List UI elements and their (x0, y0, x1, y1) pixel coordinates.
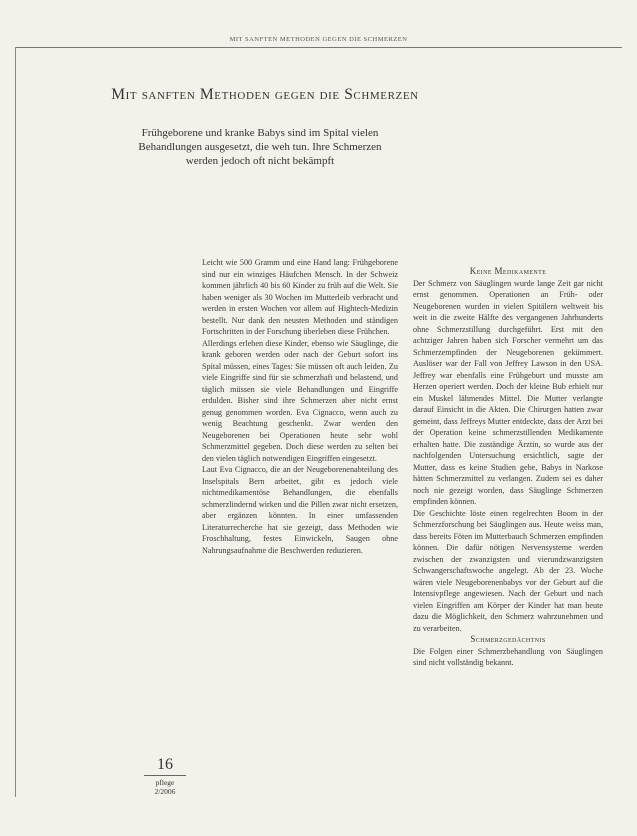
paragraph: Die Geschichte löste einen regelrechten Boom in der Schmerzforschung bei Säuglingen aus. Heute weiss man, dass bereits Föten im Mutterbauch Schmerzen empfinden können. Die dafür nötigen Nervensysteme werden zwischen der zwanzigsten und vierundzwanzigsten Schwangerschaftswoche angelegt. Ab der 23. Woche wären viele Neugeborenenbabys vor der Geburt auf die Intensivpflege angewiesen. Nach der Geburt und nach vielen Eingriffen am Körper der Kinder hat man heute dazu die Möglichkeit, den Schmerz wahrzunehmen und zu verarbeiten. (413, 508, 603, 633)
paragraph: Der Schmerz von Säuglingen wurde lange Zeit gar nicht ernst genommen. Operationen an Früh- oder Neugeborenen wurden in vielen Spitälern weltweit bis weit in die zweite Hälfte des vergangenen Jahrhunderts ohne Schmerzstillung durchgeführt. Erst mit den achtziger Jahren haben sich Forscher vermehrt um das Schmerzempfinden der Neugeborenen gekümmert. Auslöser war der Fall von Jeffrey Lawson in den USA. Jeffrey war ebenfalls eine Frühgeburt und musste am Herzen operiert werden. Doch der kleine Bub erhielt nur ein Muskel lähmendes Mittel. Die Mutter verlangte darauf Einsicht in die Akten. Die Chirurgen hatten zwar gemeint, dass Jeffreys Mutter entdeckte, dass der Arzt bei der Operation keine schmerzstillenden Medikamente erhalten hatte. Die zuständige Ärztin, so wurde aus der nachfolgenden Untersuchung ersichtlich, sagte der Mutter, dass es keine Studien gebe, Babys in Narkose hätten Schmerzmittel zu verlangen. Zudem sei es daher noch nie gezeigt worden, dass Säuglinge Schmerzen empfinden können. (413, 278, 603, 506)
paragraph: Leicht wie 500 Gramm und eine Hand lang: Frühgeborene sind nur ein winziges Häufchen Mensch. In der Schweiz kommen jährlich 40 bis 60 Kinder zu früh auf die Welt. Sie haben weniger als 30 Wochen im Mutterleib verbracht und werden in ersten Wochen vor allem auf Hightech-Medizin bestellt. Nur dank den neusten Methoden und ständigen Fortschritten in der Forschung überleben diese Frühchen. (202, 258, 398, 336)
footer-rule (144, 775, 186, 776)
magazine-name: pflege (155, 778, 175, 787)
paragraph: Allerdings erleben diese Kinder, ebenso wie Säuglinge, die krank geboren werden oder nach der Geburt sofort ins Spital müssen, eines Tages: Sie müssen oft auch leiden. Zu viele Eingriffe sind für sie schmerzhaft und belastend, und täglich müssen sie viele Behandlungen und Eingriffe erdulden. Bisher sind ihre Schmerzen aber nicht ernst genug genommen worden. Eva Cignacco, wenn auch zu wenig Beachtung geschenkt. Zwar werden den Neugeborenen bei Operationen heute sehr wohl Schmerzmittel gegeben. Doch diese werden zu selten bei den vielen täglich notwendigen Eingriffen eingesetzt. (202, 338, 398, 463)
page-footer (144, 757, 186, 796)
article-subtitle: Frühgeborene und kranke Babys sind im Spital vielen Behandlungen ausgesetzt, die weh tun. Ihre Schmerzen werden jedoch oft nicht bekämpft (138, 127, 382, 167)
left-column (202, 257, 398, 556)
issue-number: 2/2006 (154, 787, 176, 796)
header-rule (15, 47, 622, 48)
section-heading: Keine Medikamente (469, 266, 547, 276)
page-number: 16 (157, 756, 173, 773)
margin-rule (15, 47, 16, 797)
article-title: Mit sanften Methoden gegen die Schmerzen (111, 86, 419, 103)
right-column (413, 266, 603, 669)
paragraph: Die Folgen einer Schmerzbehandlung von Säuglingen sind nicht vollständig bekannt. (413, 646, 603, 667)
running-header: MIT SANFTEN METHODEN GEGEN DIE SCHMERZEN (229, 36, 408, 43)
section-heading: Schmerzgedächtnis (470, 634, 546, 644)
paragraph: Laut Eva Cignacco, die an der Neugeborenenabteilung des Inselspitals Bern arbeitet, gibt es jedoch viele nichtmedikamentöse Behandlungen, die ebenfalls schmerzlindernd wirken und die Pillen zwar nicht ersetzen, aber ergänzen könnten. In einer umfassenden Literaturrecherche hat sie gezeigt, dass Methoden wie Froschhaltung, festes Einwickeln, Saugen ohne Nahrungsaufnahme die Beschwerden reduzieren. (202, 465, 398, 555)
